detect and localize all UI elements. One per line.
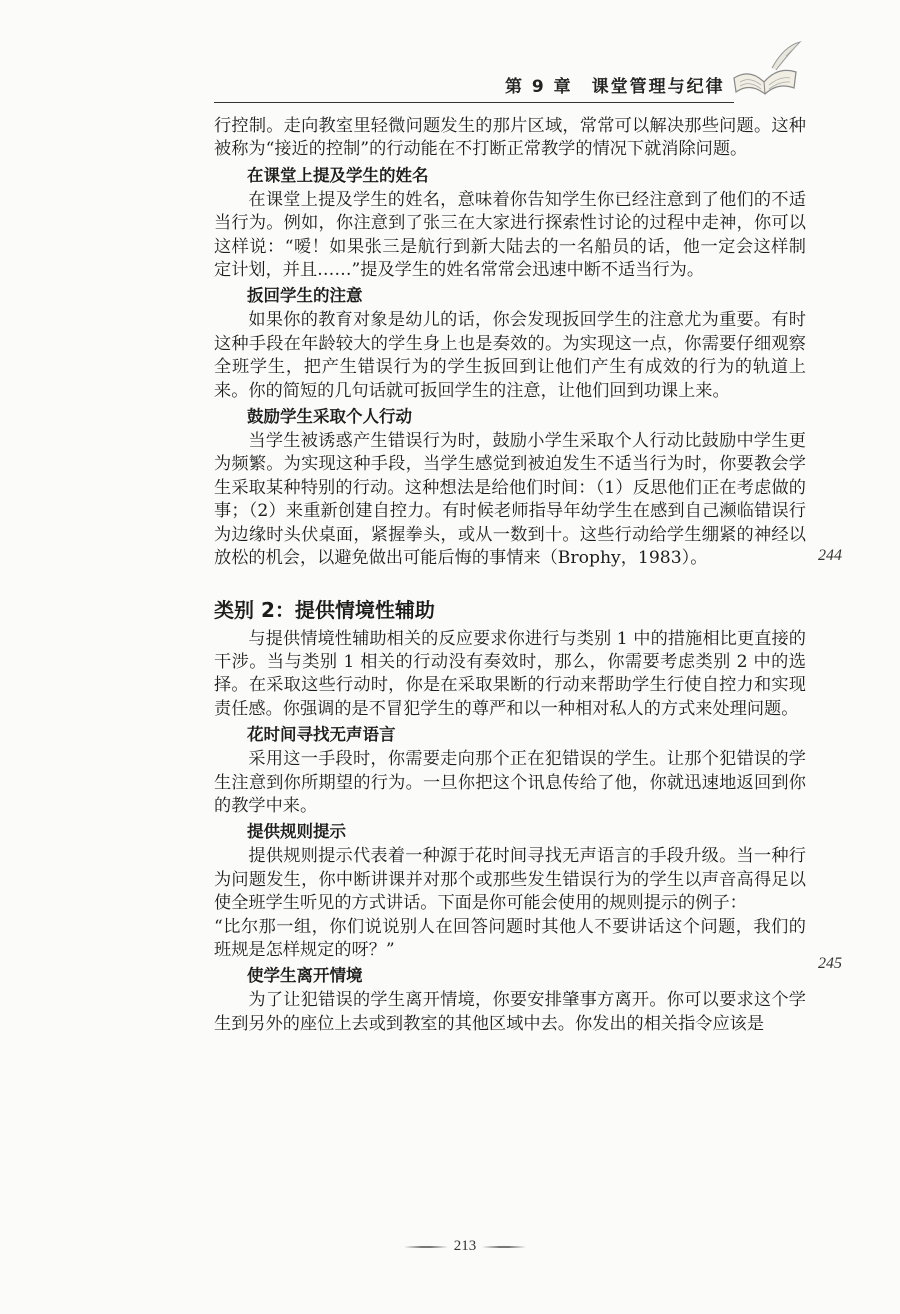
subheading-mention-name: 在课堂上提及学生的姓名 bbox=[247, 165, 429, 185]
page-footer bbox=[380, 1238, 550, 1255]
open-book-icon bbox=[728, 38, 802, 100]
subheading-personal-action: 鼓励学生采取个人行动 bbox=[247, 407, 412, 427]
subheading-rule-reminder: 提供规则提示 bbox=[247, 822, 346, 842]
section-heading-category-2: 类别 2：提供情境性辅助 bbox=[214, 597, 435, 622]
paragraph-leave-situation: 为了让犯错误的学生离开情境，你要安排肇事方离开。你可以要求这个学生到另外的座位上去或到教室的其他区域中去。你发出的相关指令应该是 bbox=[214, 990, 806, 1034]
intro-paragraph: 行控制。走向教室里轻微问题发生的那片区域，常常可以解决那些问题。这种被称为“接近的控制”的行动能在不打断正常教学的情况下就消除问题。 bbox=[214, 116, 806, 160]
header-rule bbox=[214, 102, 734, 103]
subheading-regain-attention: 扳回学生的注意 bbox=[247, 286, 363, 306]
footer-ornament-left bbox=[404, 1246, 448, 1248]
paragraph-regain-attention: 如果你的教育对象是幼儿的话，你会发现扳回学生的注意尤为重要。有时这种手段在年龄较大的学生身上也是奏效的。为实现这一点，你需要仔细观察全班学生，把产生错误行为的学生扳回到让他们产生有成效的行为的轨道上来。你的简短的几句话就可扳回学生的注意，让他们回到功课上来。 bbox=[214, 310, 806, 401]
margin-page-number-245: 245 bbox=[818, 955, 842, 972]
paragraph-silent-language: 采用这一手段时，你需要走向那个正在犯错误的学生。让那个犯错误的学生注意到你所期望的行为。一旦你把这个讯息传给了他，你就迅速地返回到你的教学中来。 bbox=[214, 749, 806, 816]
subheading-leave-situation: 使学生离开情境 bbox=[247, 966, 363, 986]
paragraph-rule-reminder: 提供规则提示代表着一种源于花时间寻找无声语言的手段升级。当一种行为问题发生，你中断讲课并对那个或那些发生错误行为的学生以声音高得足以使全班学生听见的方式讲话。下面是你可能会使用的规则提示的例子： bbox=[214, 846, 806, 914]
margin-page-number-244: 244 bbox=[818, 547, 842, 564]
chapter-header: 第 9 章 课堂管理与纪律 bbox=[505, 77, 725, 97]
page-number: 213 bbox=[453, 1238, 477, 1254]
page-body bbox=[214, 115, 806, 1036]
paragraph-personal-action: 当学生被诱惑产生错误行为时，鼓励小学生采取个人行动比鼓励中学生更为频繁。为实现这种手段，当学生感觉到被迫发生不适当行为时，你要教会学生采取某种特别的行动。这种想法是给他们时间：（1）反思他们正在考虑做的事；（2）来重新创建自控力。有时候老师指导年幼学生在感到自己濒临错误行为边缘时头伏桌面，紧握拳头，或从一数到十。这些行动给学生绷紧的神经以放松的机会，以避免做出可能后悔的事情来（Brophy，1983）。 bbox=[214, 431, 806, 569]
footer-ornament-right bbox=[482, 1246, 526, 1248]
paragraph-mention-name: 在课堂上提及学生的姓名，意味着你告知学生你已经注意到了他们的不适当行为。例如，你注意到了张三在大家进行探索性讨论的过程中走神，你可以这样说：“嗳！如果张三是航行到新大陆去的一名船员的话，他一定会这样制定计划，并且……”提及学生的姓名常常会迅速中断不适当行为。 bbox=[214, 189, 806, 281]
quote-rule-reminder: “比尔那一组，你们说说别人在回答问题时其他人不要讲话这个问题，我们的班规是怎样规定的呀？” bbox=[214, 916, 806, 960]
subheading-silent-language: 花时间寻找无声语言 bbox=[247, 725, 396, 745]
paragraph-category-2: 与提供情境性辅助相关的反应要求你进行与类别 1 中的措施相比更直接的干涉。当与类别 1 相关的行动没有奏效时，那么，你需要考虑类别 2 中的选择。在采取这些行动时，你是在采取果断的行动来帮助学生行使自控力和实现责任感。你强调的是不冒犯学生的尊严和以一种相对私人的方式来处理问题。 bbox=[214, 628, 806, 719]
